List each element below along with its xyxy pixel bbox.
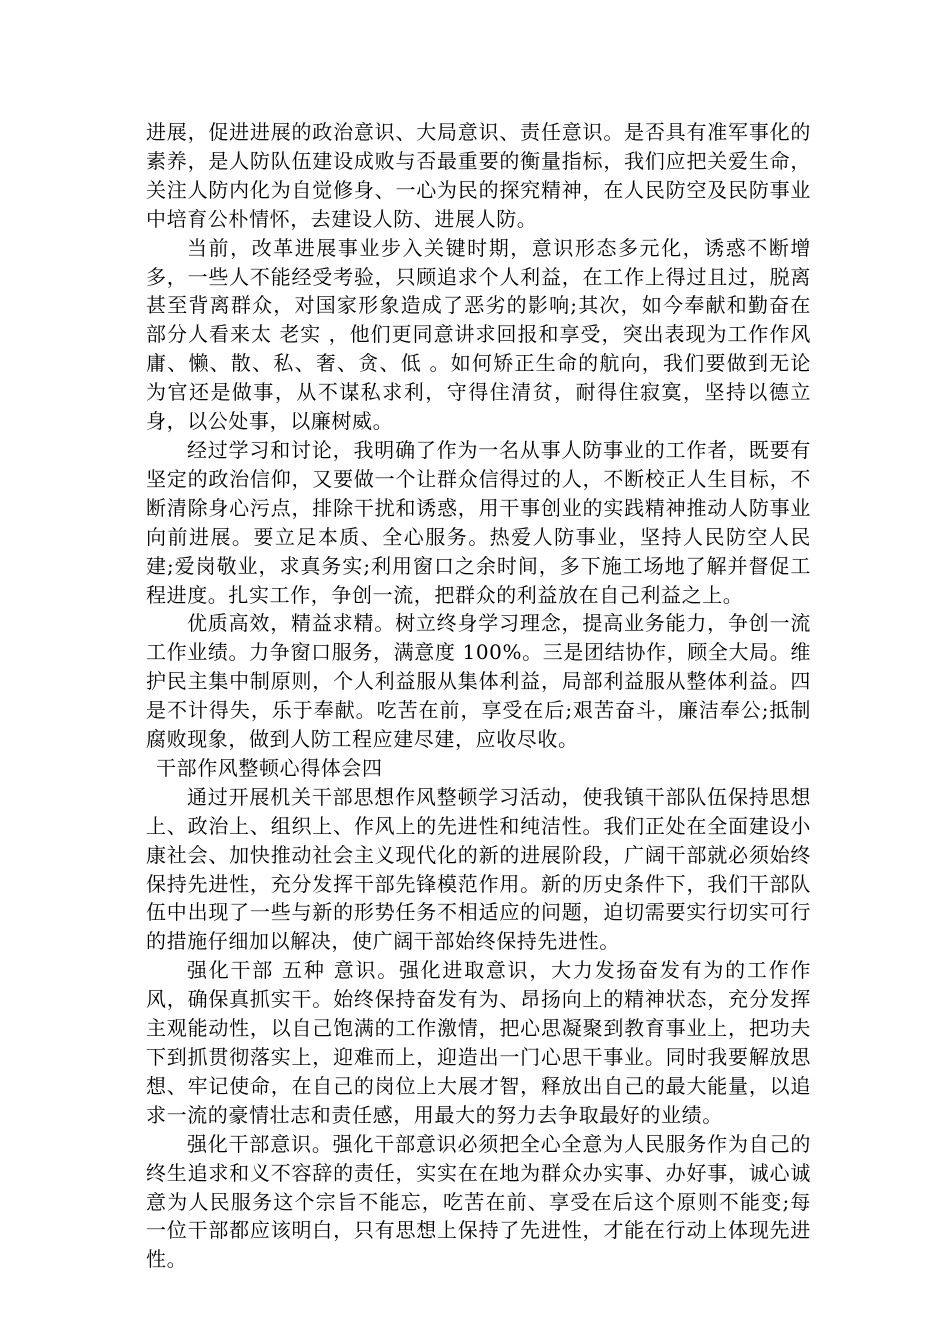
- document-body: [146, 118, 811, 1274]
- paragraph-1: 进展，促进进展的政治意识、大局意识、责任意识。是否具有准军事化的素养，是人防队伍建设成败与否最重要的衡量指标，我们应把关爱生命，关注人防内化为自觉修身、一心为民的探究精神，在人民防空及民防事业中培育公朴情怀，去建设人防、进展人防。: [146, 120, 811, 231]
- paragraph-3: 经过学习和讨论，我明确了作为一名从事人防事业的工作者，既要有坚定的政治信仰，又要做一个让群众信得过的人，不断校正人生目标，不断清除身心污点，排除干扰和诱惑，用干事创业的实践精神推动人防事业向前进展。要立足本质、全心服务。热爱人防事业，坚持人民防空人民建;爱岗敬业，求真务实;利用窗口之余时间，多下施工场地了解并督促工程进度。扎实工作，争创一流，把群众的利益放在自己利益之上。: [146, 437, 811, 607]
- paragraph-7: 强化干部意识。强化干部意识必须把全心全意为人民服务作为自己的终生追求和义不容辞的责任，实实在在地为群众办实事、办好事，诚心诚意为人民服务这个宗旨不能忘，吃苦在前、享受在后这个原则不能变;每一位干部都应该明白，只有思想上保持了先进性，才能在行动上体现先进性。: [146, 1131, 811, 1272]
- paragraph-6: 强化干部 五种 意识。强化进取意识，大力发扬奋发有为的工作作风，确保真抓实干。始终保持奋发有为、昂扬向上的精神状态，充分发挥主观能动性，以自己饱满的工作激情，把心思凝聚到教育事业上，把功夫下到抓贯彻落实上，迎难而上，迎造出一门心思干事业。同时我要解放思想、牢记使命，在自己的岗位上大展才智，释放出自己的最大能量，以追求一流的豪情壮志和责任感，用最大的努力去争取最好的业绩。: [146, 958, 811, 1127]
- paragraph-5: 通过开展机关干部思想作风整顿学习活动，使我镇干部队伍保持思想上、政治上、组织上、作风上的先进性和纯洁性。我们正处在全面建设小康社会、加快推动社会主义现代化的新的进展阶段，广阔干部就必须始终保持先进性，充分发挥干部先锋模范作用。新的历史条件下，我们干部队伍中出现了一些与新的形势任务不相适应的问题，迫切需要实行切实可行的措施仔细加以解决，使广阔干部始终保持先进性。: [146, 784, 811, 954]
- paragraph-2: 当前，改革进展事业步入关键时期，意识形态多元化，诱惑不断增多，一些人不能经受考验，只顾追求个人利益，在工作上得过且过，脱离甚至背离群众，对国家形象造成了恶劣的影响;其次，如今奉献和勤奋在部分人看来太 老实 ，他们更同意讲求回报和享受，突出表现为工作作风 庸、懒、散、私、奢、贪、低 。如何矫正生命的航向，我们要做到无论为官还是做事，从不谋私求利，守得住清贫，耐得住寂寞，坚持以德立身，以公处事，以廉树威。: [146, 235, 811, 434]
- paragraph-4: 优质高效，精益求精。树立终身学习理念，提高业务能力，争创一流工作业绩。力争窗口服务，满意度 100%。三是团结协作，顾全大局。维护民主集中制原则，个人利益服从集体利益，局部利益服从整体利益。四是不计得失，乐于奉献。吃苦在前，享受在后;艰苦奋斗，廉洁奉公;抵制腐败现象，做到人防工程应建尽建，应收尽收。: [146, 611, 811, 752]
- section-heading: 干部作风整顿心得体会四: [156, 755, 383, 780]
